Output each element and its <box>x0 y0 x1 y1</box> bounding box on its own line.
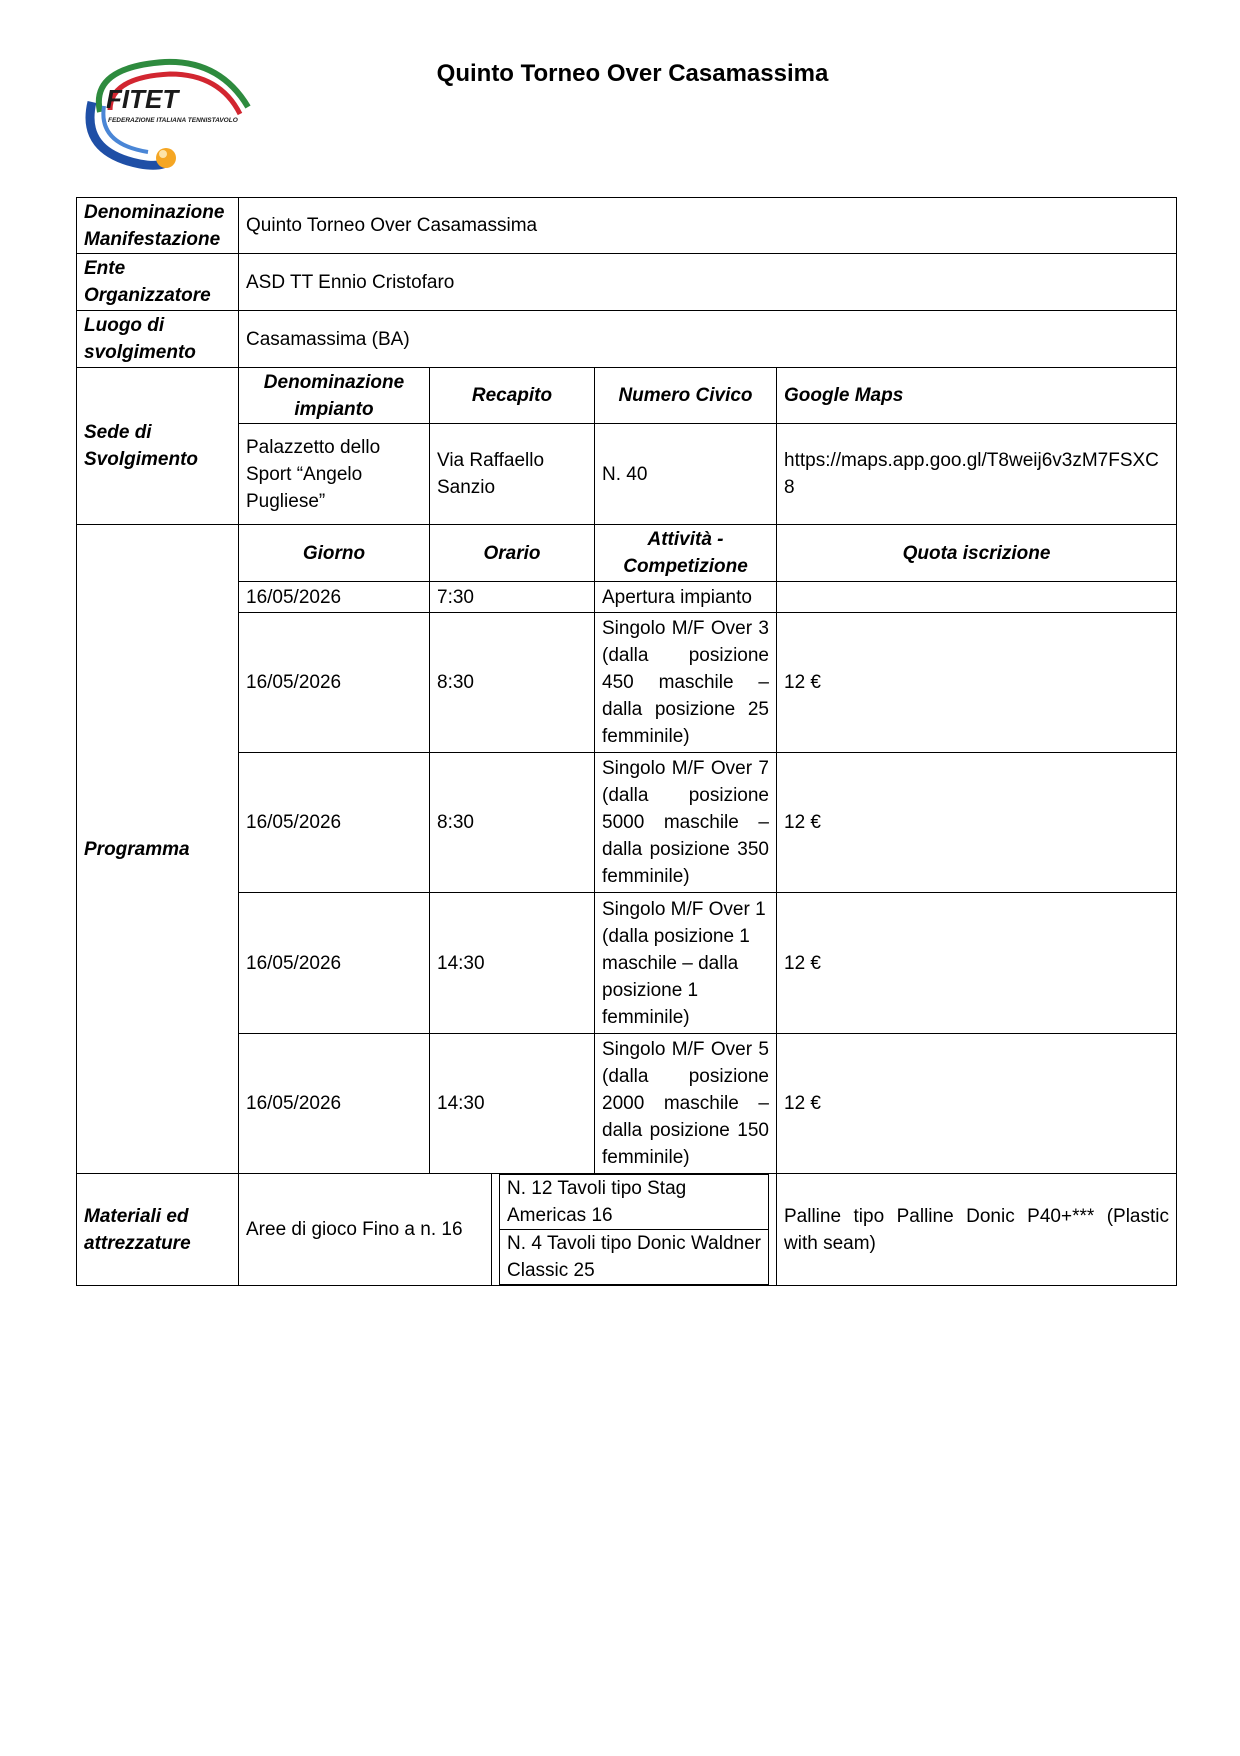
attivita-cell: Singolo M/F Over 7 (dalla posizione 5000 maschile – dalla posizione 350 femminile) <box>595 753 777 893</box>
header-civico: Numero Civico <box>595 368 777 424</box>
table-row <box>77 753 1177 893</box>
orario-cell: 8:30 <box>430 613 595 753</box>
quota-cell: 12 € <box>777 753 1177 893</box>
header-impianto: Denominazione impianto <box>239 368 430 424</box>
label-programma: Programma <box>77 525 239 1174</box>
header-attivita: Attività - Competizione <box>595 525 777 582</box>
table-row <box>77 893 1177 1034</box>
attivita-cell: Apertura impianto <box>595 582 777 613</box>
orario-cell: 14:30 <box>430 893 595 1034</box>
row-luogo <box>77 311 1177 368</box>
giorno-cell: 16/05/2026 <box>239 613 430 753</box>
quota-cell <box>777 582 1177 613</box>
label-sede: Sede di Svolgimento <box>77 368 239 525</box>
label-materiali: Materiali ed attrezzature <box>77 1174 239 1286</box>
giorno-cell: 16/05/2026 <box>239 893 430 1034</box>
value-denominazione: Quinto Torneo Over Casamassima <box>239 198 1177 254</box>
header-orario: Orario <box>430 525 595 582</box>
quota-cell: 12 € <box>777 613 1177 753</box>
header-recapito: Recapito <box>430 368 595 424</box>
logo-text: FITET <box>106 84 179 114</box>
table-row <box>77 613 1177 753</box>
tavoli-item: N. 4 Tavoli tipo Donic Waldner Classic 25 <box>500 1230 769 1285</box>
tavoli-list <box>499 1174 769 1285</box>
attivita-cell: Singolo M/F Over 3 (dalla posizione 450 maschile – dalla posizione 25 femminile) <box>595 613 777 753</box>
value-aree: Aree di gioco Fino a n. 16 <box>239 1174 492 1286</box>
maps-link[interactable]: https://maps.app.goo.gl/T8weij6v3zM7FSXC8 <box>777 424 1177 525</box>
value-civico: N. 40 <box>595 424 777 525</box>
header-giorno: Giorno <box>239 525 430 582</box>
table-row <box>77 582 1177 613</box>
orario-cell: 14:30 <box>430 1034 595 1174</box>
giorno-cell: 16/05/2026 <box>239 753 430 893</box>
header-maps: Google Maps <box>777 368 1177 424</box>
giorno-cell: 16/05/2026 <box>239 1034 430 1174</box>
value-luogo: Casamassima (BA) <box>239 311 1177 368</box>
document-title: Quinto Torneo Over Casamassima <box>436 60 829 87</box>
attivita-cell: Singolo M/F Over 5 (dalla posizione 2000 maschile – dalla posizione 150 femminile) <box>595 1034 777 1174</box>
row-sede-values <box>77 424 1177 525</box>
label-ente: Ente Organizzatore <box>77 254 239 311</box>
row-sede-header <box>77 368 1177 424</box>
value-recapito: Via Raffaello Sanzio <box>430 424 595 525</box>
row-materiali <box>77 1174 1177 1286</box>
quota-cell: 12 € <box>777 893 1177 1034</box>
label-luogo: Luogo di svolgimento <box>77 311 239 368</box>
value-ente: ASD TT Ennio Cristofaro <box>239 254 1177 311</box>
row-denominazione <box>77 198 1177 254</box>
logo-subtitle: FEDERAZIONE ITALIANA TENNISTAVOLO <box>108 117 238 124</box>
tournament-table <box>76 197 1177 1286</box>
giorno-cell: 16/05/2026 <box>239 582 430 613</box>
row-programma-header <box>77 525 1177 582</box>
header-quota: Quota iscrizione <box>777 525 1177 582</box>
table-row <box>77 1034 1177 1174</box>
attivita-cell: Singolo M/F Over 1 (dalla posizione 1 maschile – dalla posizione 1 femminile) <box>595 893 777 1034</box>
label-denominazione: Denominazione Manifestazione <box>77 198 239 254</box>
value-palline: Palline tipo Palline Donic P40+*** (Plastic with seam) <box>777 1174 1177 1286</box>
orario-cell: 8:30 <box>430 753 595 893</box>
quota-cell: 12 € <box>777 1034 1177 1174</box>
row-ente <box>77 254 1177 311</box>
value-impianto: Palazzetto dello Sport “Angelo Pugliese” <box>239 424 430 525</box>
orario-cell: 7:30 <box>430 582 595 613</box>
tavoli-item: N. 12 Tavoli tipo Stag Americas 16 <box>500 1175 769 1230</box>
